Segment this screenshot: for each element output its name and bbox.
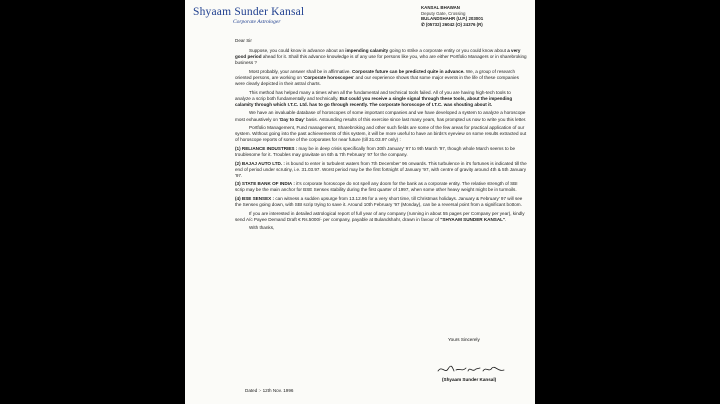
signoff: Yours Sincerely: [448, 337, 480, 342]
brand-subtitle: Corporate Astrologer: [233, 19, 281, 25]
brand-name: Shyaam Sunder Kansal: [193, 6, 305, 18]
address-line: BULANDSHAHR (U.P.) 203001: [421, 16, 484, 22]
address-line: Deputy Gate, Crossing: [421, 10, 466, 16]
letterhead-brand: [193, 6, 343, 25]
signer-name: (Shyaam Sunder Kansal): [442, 377, 497, 382]
paragraph-3: This method has helped many a times when all the fundamental and technical tools failed. All of you are having high-tech tools to analyze a scrip both fundamentally and technically. But could you receive a single signal through these tools, about the impending calamity through which I.T.C. Ltd. has to go through recently. The corporate horoscope of I.T.C. was shouting about it.: [235, 89, 513, 107]
paragraph-1: Suppose, you could know in advance about an impending calamity going to strike a corporate entity or you could know about a very good period ahead for it. Shall this advance knowledge is of any use for persons like you, who are either Portfolio Managers or in sharebroking business ?: [235, 48, 527, 66]
forecast-item-sbi: (3) STATE BANK OF INDIA : it's corporate horoscope do not spell any doom for the bank as a corporate entity. The relative strength of SBI scrip may be the main anchor for BSE Sensex stability during the first quarter of 1997, when some other heavy weight might be in turmoils.: [235, 181, 518, 193]
letter-date: Dated :- 12th Nov. 1996: [245, 388, 294, 393]
salutation: Dear Sir: [235, 38, 252, 43]
forecast-item-bajaj: (2) BAJAJ AUTO LTD. : is bound to enter in turbulent waters from 7th December' 96 onwards. This turbulence in it's fortunes is indicated till the end of period under scrutiny, i.e. 31.03.97. Worst period may be the first fortnight of January '97, with centre of gravity around 4th & 5th January '97.: [235, 160, 527, 178]
address-line: KANSAL BHAWAN: [421, 5, 460, 10]
paragraph-5: Portfolio Management, Fund management, Sharebroking and other such fields are some of the few areas for practical application of our system. Without going into the past achievements of this system, it will be more useful to have an birds's eyeview on some results extracted out of horoscope reports of some of the corporates for near future (till 31.03.97 only) :: [235, 125, 527, 143]
letter-page: [185, 0, 535, 404]
forecast-item-reliance: (1) RELIANCE INDUSTRIES : may be in deep crisis specifically from 30th January' 97 to 9th March '97, though whole March seems to be troublesome for it. Troubles may gravitate on 6th & 7th February' 97 for the company.: [235, 145, 516, 157]
paragraph-6: If you are interested in detailed astrological report of full year of any company (running in about 55 pages per Company per year), kindly send A/c Payee Demand Draft € Rs.5000/- per company, payable at Bulandshahr, drawn in favour of "SHYAAM SUNDER KANSAL".: [235, 210, 525, 222]
forecast-item-sensex: (4) BSE SENSEX : can witness a sudden upsurge from 13.12.96 for a very short time, till Christmas holidays. January & February' 97 will see the Sensex going down, with SBI scrip trying to save it. Around 10th February '97 (Monday), can be a reversal point from a significant bottom.: [235, 196, 523, 208]
letter-body: [235, 38, 527, 234]
closing-thanks: With thanks,: [249, 225, 275, 231]
paragraph-4: We have an invaluable database of horoscopes of some important companies and we have developed a system to analyze a horoscope most exhaustively on 'Day to Day' basis. Astounding results of this exercise since last many years, has prompted us now to write you this letter.: [235, 110, 527, 122]
address-phone: ✆ (05732) 26042 (O) 24376 (R): [421, 21, 483, 27]
handwritten-signature: [436, 362, 506, 376]
signature-block: [428, 337, 528, 382]
paragraph-2: Most probably, your answer shall be in affirmative. Corporate future can be predicted quite in advance. We, a group of research oriented persons, are working on 'Corporate horoscopes' and our experience shows that some major events in the life of these companies were clearly depicted in their astral charts.: [235, 68, 519, 87]
letterhead-address: [421, 5, 531, 27]
